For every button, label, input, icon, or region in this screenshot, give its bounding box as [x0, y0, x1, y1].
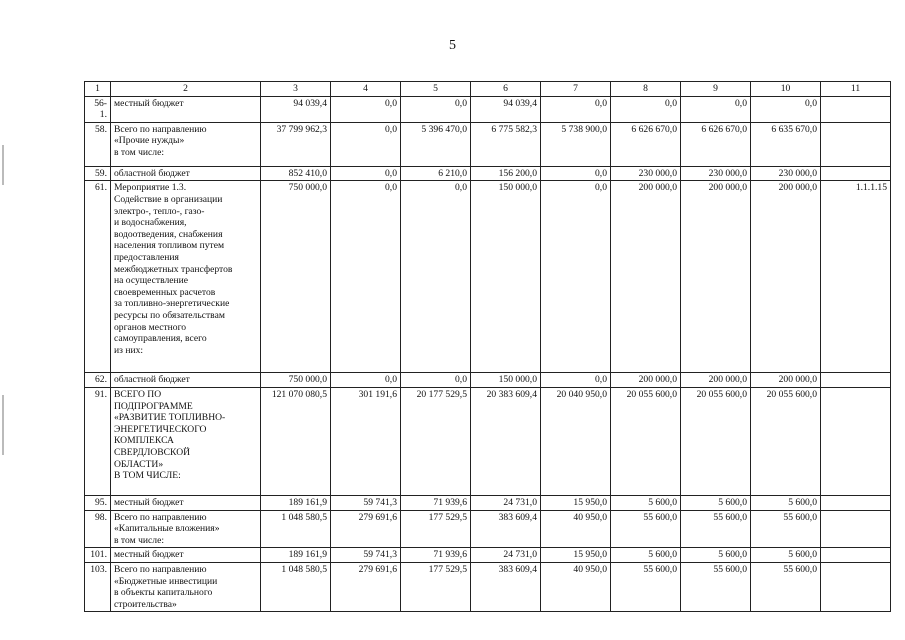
value-cell-col-3: 1 048 580,5 — [261, 562, 331, 611]
target-code-cell — [821, 166, 891, 181]
target-code-cell — [821, 96, 891, 122]
value-cell-col-6: 150 000,0 — [471, 181, 541, 373]
value-cell-col-10: 20 055 600,0 — [751, 387, 821, 495]
column-header-11: 11 — [821, 82, 891, 97]
value-cell-col-3: 189 161,9 — [261, 548, 331, 563]
row-description: Всего по направлению «Прочие нужды» в том числе: — [111, 122, 261, 166]
column-header-4: 4 — [331, 82, 401, 97]
value-cell-col-3: 750 000,0 — [261, 373, 331, 388]
value-cell-col-4: 0,0 — [331, 181, 401, 373]
value-cell-col-4: 0,0 — [331, 96, 401, 122]
value-cell-col-3: 852 410,0 — [261, 166, 331, 181]
target-code-cell: 1.1.1.15 — [821, 181, 891, 373]
table-header-row — [85, 82, 891, 97]
column-header-9: 9 — [681, 82, 751, 97]
value-cell-col-10: 6 635 670,0 — [751, 122, 821, 166]
value-cell-col-7: 5 738 900,0 — [541, 122, 611, 166]
value-cell-col-7: 20 040 950,0 — [541, 387, 611, 495]
value-cell-col-5: 177 529,5 — [401, 562, 471, 611]
column-header-5: 5 — [401, 82, 471, 97]
value-cell-col-6: 24 731,0 — [471, 495, 541, 510]
table-body — [85, 82, 891, 612]
row-description: Всего по направлению «Бюджетные инвестиции в объекты капитального строительства» — [111, 562, 261, 611]
value-cell-col-3: 94 039,4 — [261, 96, 331, 122]
value-cell-col-7: 40 950,0 — [541, 510, 611, 548]
row-number: 103. — [85, 562, 111, 611]
target-code-cell — [821, 548, 891, 563]
table-row — [85, 166, 891, 181]
row-number: 61. — [85, 181, 111, 373]
row-number: 98. — [85, 510, 111, 548]
value-cell-col-9: 6 626 670,0 — [681, 122, 751, 166]
table-row — [85, 510, 891, 548]
column-header-1: 1 — [85, 82, 111, 97]
value-cell-col-5: 5 396 470,0 — [401, 122, 471, 166]
value-cell-col-8: 0,0 — [611, 96, 681, 122]
value-cell-col-5: 20 177 529,5 — [401, 387, 471, 495]
table-row — [85, 548, 891, 563]
value-cell-col-5: 6 210,0 — [401, 166, 471, 181]
value-cell-col-7: 15 950,0 — [541, 548, 611, 563]
table-row — [85, 562, 891, 611]
target-code-cell — [821, 122, 891, 166]
value-cell-col-6: 24 731,0 — [471, 548, 541, 563]
value-cell-col-7: 0,0 — [541, 181, 611, 373]
value-cell-col-6: 383 609,4 — [471, 510, 541, 548]
value-cell-col-8: 5 600,0 — [611, 548, 681, 563]
value-cell-col-5: 0,0 — [401, 96, 471, 122]
value-cell-col-10: 0,0 — [751, 96, 821, 122]
value-cell-col-7: 0,0 — [541, 373, 611, 388]
value-cell-col-9: 200 000,0 — [681, 373, 751, 388]
column-header-10: 10 — [751, 82, 821, 97]
value-cell-col-5: 177 529,5 — [401, 510, 471, 548]
value-cell-col-9: 5 600,0 — [681, 495, 751, 510]
value-cell-col-10: 55 600,0 — [751, 562, 821, 611]
value-cell-col-9: 5 600,0 — [681, 548, 751, 563]
column-header-6: 6 — [471, 82, 541, 97]
target-code-cell — [821, 510, 891, 548]
value-cell-col-6: 383 609,4 — [471, 562, 541, 611]
value-cell-col-6: 6 775 582,3 — [471, 122, 541, 166]
scan-edge-mark — [2, 145, 4, 185]
value-cell-col-4: 59 741,3 — [331, 495, 401, 510]
target-code-cell — [821, 562, 891, 611]
value-cell-col-10: 200 000,0 — [751, 181, 821, 373]
table-row — [85, 373, 891, 388]
table-row — [85, 495, 891, 510]
value-cell-col-10: 230 000,0 — [751, 166, 821, 181]
value-cell-col-4: 279 691,6 — [331, 510, 401, 548]
value-cell-col-4: 0,0 — [331, 122, 401, 166]
value-cell-col-9: 55 600,0 — [681, 562, 751, 611]
scan-edge-mark — [2, 395, 4, 455]
value-cell-col-5: 71 939,6 — [401, 495, 471, 510]
value-cell-col-8: 200 000,0 — [611, 181, 681, 373]
row-description: областной бюджет — [111, 373, 261, 388]
value-cell-col-3: 121 070 080,5 — [261, 387, 331, 495]
value-cell-col-5: 0,0 — [401, 181, 471, 373]
row-number: 91. — [85, 387, 111, 495]
row-number: 56-1. — [85, 96, 111, 122]
table-row — [85, 122, 891, 166]
value-cell-col-3: 37 799 962,3 — [261, 122, 331, 166]
value-cell-col-7: 0,0 — [541, 166, 611, 181]
row-description: областной бюджет — [111, 166, 261, 181]
value-cell-col-3: 1 048 580,5 — [261, 510, 331, 548]
value-cell-col-7: 0,0 — [541, 96, 611, 122]
column-header-8: 8 — [611, 82, 681, 97]
value-cell-col-4: 0,0 — [331, 373, 401, 388]
column-header-7: 7 — [541, 82, 611, 97]
value-cell-col-6: 150 000,0 — [471, 373, 541, 388]
row-description: местный бюджет — [111, 548, 261, 563]
value-cell-col-7: 15 950,0 — [541, 495, 611, 510]
value-cell-col-8: 55 600,0 — [611, 510, 681, 548]
value-cell-col-10: 5 600,0 — [751, 495, 821, 510]
row-number: 95. — [85, 495, 111, 510]
value-cell-col-9: 20 055 600,0 — [681, 387, 751, 495]
table-row — [85, 387, 891, 495]
value-cell-col-5: 0,0 — [401, 373, 471, 388]
value-cell-col-4: 279 691,6 — [331, 562, 401, 611]
value-cell-col-8: 5 600,0 — [611, 495, 681, 510]
value-cell-col-9: 230 000,0 — [681, 166, 751, 181]
value-cell-col-4: 0,0 — [331, 166, 401, 181]
value-cell-col-4: 301 191,6 — [331, 387, 401, 495]
table-row — [85, 96, 891, 122]
value-cell-col-3: 750 000,0 — [261, 181, 331, 373]
value-cell-col-8: 230 000,0 — [611, 166, 681, 181]
value-cell-col-8: 20 055 600,0 — [611, 387, 681, 495]
table-row — [85, 181, 891, 373]
value-cell-col-9: 0,0 — [681, 96, 751, 122]
value-cell-col-6: 20 383 609,4 — [471, 387, 541, 495]
value-cell-col-4: 59 741,3 — [331, 548, 401, 563]
value-cell-col-10: 5 600,0 — [751, 548, 821, 563]
row-number: 62. — [85, 373, 111, 388]
value-cell-col-10: 200 000,0 — [751, 373, 821, 388]
row-description: местный бюджет — [111, 96, 261, 122]
row-number: 59. — [85, 166, 111, 181]
row-description: местный бюджет — [111, 495, 261, 510]
row-number: 58. — [85, 122, 111, 166]
budget-table — [84, 81, 891, 612]
value-cell-col-9: 55 600,0 — [681, 510, 751, 548]
page-number: 5 — [449, 38, 456, 53]
row-description: ВСЕГО ПО ПОДПРОГРАММЕ «РАЗВИТИЕ ТОПЛИВНО- ЭНЕРГЕТИЧЕСКОГО КОМПЛЕКСА СВЕРДЛОВСКОЙ ОБЛАСТИ» В ТОМ ЧИСЛЕ: — [111, 387, 261, 495]
value-cell-col-8: 6 626 670,0 — [611, 122, 681, 166]
value-cell-col-5: 71 939,6 — [401, 548, 471, 563]
value-cell-col-7: 40 950,0 — [541, 562, 611, 611]
row-description: Мероприятие 1.3. Содействие в организации электро-, тепло-, газо- и водоснабжения, водоотведения, снабжения населения топливом путем предоставления межбюджетных трансфертов на осуществление своевременных расчетов за топливно-энергетические ресурсы по обязательствам органов местного самоуправления, всего из них: — [111, 181, 261, 373]
target-code-cell — [821, 387, 891, 495]
row-description: Всего по направлению «Капитальные вложения» в том числе: — [111, 510, 261, 548]
value-cell-col-8: 200 000,0 — [611, 373, 681, 388]
value-cell-col-8: 55 600,0 — [611, 562, 681, 611]
value-cell-col-10: 55 600,0 — [751, 510, 821, 548]
value-cell-col-6: 94 039,4 — [471, 96, 541, 122]
value-cell-col-9: 200 000,0 — [681, 181, 751, 373]
value-cell-col-3: 189 161,9 — [261, 495, 331, 510]
target-code-cell — [821, 495, 891, 510]
column-header-3: 3 — [261, 82, 331, 97]
row-number: 101. — [85, 548, 111, 563]
value-cell-col-6: 156 200,0 — [471, 166, 541, 181]
target-code-cell — [821, 373, 891, 388]
column-header-2: 2 — [111, 82, 261, 97]
